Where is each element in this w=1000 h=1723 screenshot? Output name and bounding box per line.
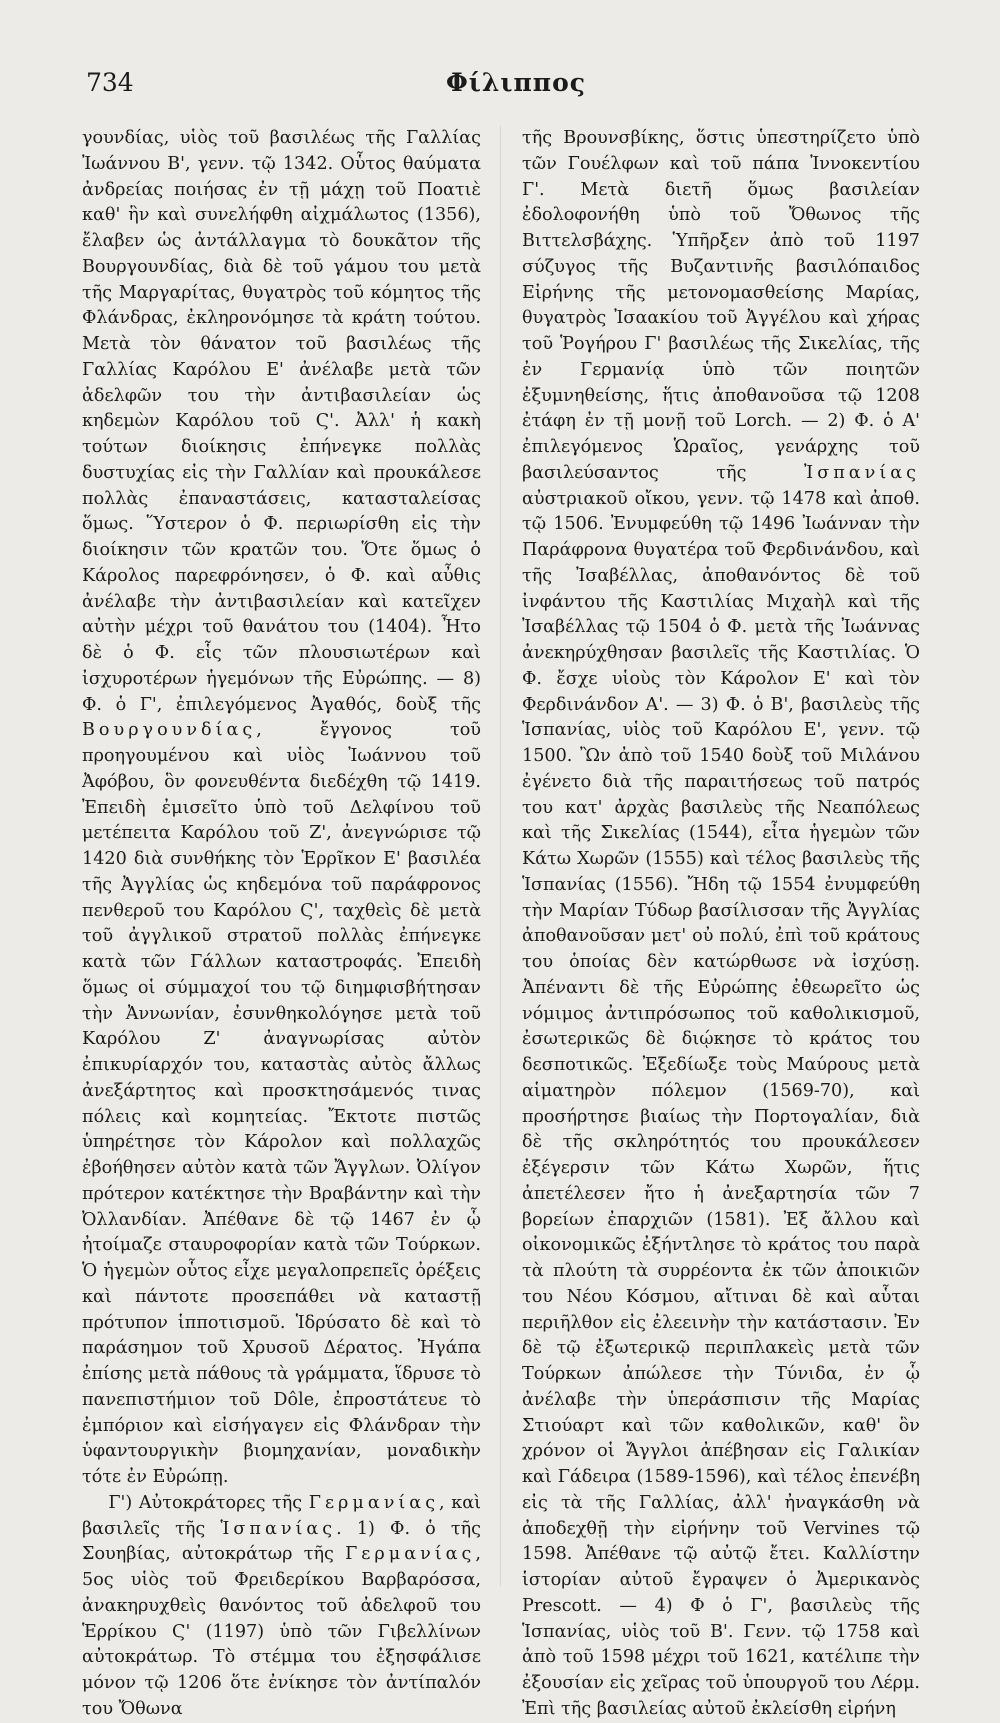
paragraph: τῆς Βρουνσβίκης, ὅστις ὑπεστηρίζετο ὑπὸ τῶν Γουέλφων καὶ τοῦ πάπα Ἰννοκεντίου Γ'. Μετὰ διετῆ ὅμως βασιλείαν ἐδολοφονήθη ὑπὸ τοῦ Ὄθωνος τῆς Βιττελσβάχης. Ὑπῆρξεν ἀπὸ τοῦ 1197 σύζυγος τῆς Βυζαντινῆς βασιλόπαιδος Εἰρήνης τῆς μετονομασθείσης Μαρίας, θυγατρὸς Ἰσαακίου τοῦ Ἀγγέλου καὶ χήρας τοῦ Ῥογήρου Γ' βασιλέως τῆς Σικελίας, τῆς ἐν Γερμανίᾳ ὑπὸ τῶν ποιητῶν ἐξυμνηθείσης, ἥτις ἀποθανοῦσα τῷ 1208 ἐτάφη ἐν τῇ μονῇ τοῦ Lorch. — 2) Φ. ὁ Α' ἐπιλεγόμενος Ὡραῖος, γενάρχης τοῦ βασιλεύσαντος τῆς Ἰσπανίας αὐστριακοῦ οἴκου, γενν. τῷ 1478 καὶ ἀποθ. τῷ 1506. Ἐνυμφεύθη τῷ 1496 Ἰωάνναν τὴν Παράφρονα θυγατέρα τοῦ Φερδινάνδου, καὶ τῆς Ἰσαβέλλας, ἀποθανόντος δὲ τοῦ ἰνφάντου τῆς Καστιλίας Μιχαὴλ καὶ τῆς Ἰσαβέλλας τῷ 1504 ὁ Φ. μετὰ τῆς Ἰωάννας ἀνεκηρύχθησαν βασιλεῖς τῆς Καστιλίας. Ὁ Φ. ἔσχε υἱοὺς τὸν Κάρολον Ε' καὶ τὸν Φερδινάνδον Α'. — 3) Φ. ὁ Β', βασιλεὺς τῆς Ἱσπανίας, υἱὸς τοῦ Καρόλου Ε', γενν. τῷ 1500. Ὢν ἀπὸ τοῦ 1540 δοὺξ τοῦ Μιλάνου ἐγένετο διὰ τῆς παραιτήσεως τοῦ πατρός του κατ' ἀρχὰς βασιλεὺς τῆς Νεαπόλεως καὶ τῆς Σικελίας (1544), εἶτα ἡγεμὼν τῶν Κάτω Χωρῶν (1555) καὶ τέλος βασιλεὺς τῆς Ἱσπανίας (1556). Ἤδη τῷ 1554 ἐνυμφεύθη τὴν Μαρίαν Τύδωρ βασίλισσαν τῆς Ἀγγλίας ἀποθανοῦσαν μετ' οὐ πολύ, ἐπὶ τοῦ κράτους του ὁποίας δὲν κατώρθωσε νὰ ἰσχύσῃ. Ἀπέναντι δὲ τῆς Εὐρώπης ἐθεωρεῖτο ὡς νόμιμος ἀντιπρόσωπος τοῦ καθολικισμοῦ, ἐσωτερικῶς δὲ διῴκησε τὸ κράτος του δεσποτικῶς. Ἐξεδίωξε τοὺς Μαύρους μετὰ αἱματηρὸν πόλεμον (1569-70), καὶ προσήρτησε βιαίως τὴν Πορτογαλίαν, διὰ δὲ τῆς σκληρότητός του προυκάλεσεν ἐξέγερσιν τῶν Κάτω Χωρῶν, ἥτις ἀπετέλεσεν ἤτο ἡ ἀνεξαρτησία τῶν 7 βορείων ἐπαρχιῶν (1581). Ἐξ ἄλλου καὶ οἰκονομικῶς ἐξήντλησε τὸ κράτος του παρὰ τὰ πλούτη τὰ συρρέοντα ἐκ τῶν ἀποικιῶν του Νέου Κόσμου, αἴτιναι δὲ καὶ αὗται περιῆλθον εἰς ἐλεεινὴν τὴν κατάστασιν. Ἐν δὲ τῷ ἐξωτερικῷ περιπλακεὶς μετὰ τῶν Τούρκων ἀπώλεσε τὴν Τύνιδα, ἐν ᾧ ἀνέλαβε τὴν ὑπεράσπισιν τῆς Μαρίας Στιούαρτ καὶ τῶν καθολικῶν, καθ' ὃν χρόνον οἱ Ἄγγλοι ἀπέβησαν εἰς Γαλικίαν καὶ Γάδειρα (1589-1596), καὶ τέλος ἐπενέβη εἰς τὰ τῆς Γαλλίας, ἀλλ' ἠναγκάσθη νὰ ἀποδεχθῇ τὴν εἰρήνην τοῦ Vervines τῷ 1598. Ἀπέθανε τῷ αὐτῷ ἔτει. Καλλίστην ἱστορίαν αὐτοῦ ἔγραψεν ὁ Ἀμερικανὸς Prescott. — 4) Φ ὁ Γ', βασιλεὺς τῆς Ἱσπανίας, υἱὸς τοῦ Β'. Γενν. τῷ 1758 καὶ ἀπὸ τοῦ 1598 μέχρι τοῦ 1621, κατέλιπε τὴν ἐξουσίαν εἰς χεῖρας τοῦ ὑπουργοῦ του Λέρμ. Ἐπὶ τῆς βασιλείας αὐτοῦ ἐκλείσθη εἰρήνη xyxy=(522,128,920,1719)
page-number: 734 xyxy=(86,68,134,97)
paragraph: γουνδίας, υἱὸς τοῦ βασιλέως τῆς Γαλλίας Ἰωάννου Β', γενν. τῷ 1342. Οὗτος θαύματα ἀνδρείας ποιήσας ἐν τῇ μάχῃ τοῦ Ποατιὲ καθ' ἣν καὶ συνελήφθη αἰχμάλωτος (1356), ἔλαβεν ὡς ἀντάλλαγμα τὸ δουκᾶτον τῆς Βουργουνδίας, διὰ δὲ τοῦ γάμου του μετὰ τῆς Μαργαρίτας, θυγατρὸς τοῦ κόμητος τῆς Φλάνδρας, ἐκληρονόμησε τὰ κράτη τούτου. Μετὰ τὸν θάνατον τοῦ βασιλέως τῆς Γαλλίας Καρόλου Ε' ἀνέλαβε μετὰ τῶν ἀδελφῶν του τὴν ἀντιβασιλείαν ὡς κηδεμὼν Καρόλου τοῦ Ϛ'. Ἀλλ' ἡ κακὴ τούτων διοίκησις ἐπήνεγκε πολλὰς δυστυχίας εἰς τὴν Γαλλίαν καὶ προυκάλεσε πολλὰς ἐπαναστάσεις, κατασταλείσας ὅμως. Ὕστερον ὁ Φ. περιωρίσθη εἰς τὴν διοίκησιν τῶν κρατῶν του. Ὅτε ὅμως ὁ Κάρολος παρεφρόνησεν, ὁ Φ. καὶ αὖθις ἀνέλαβε τὴν ἀντιβασιλείαν καὶ κατεῖχεν αὐτὴν μέχρι τοῦ θανάτου του (1404). Ἦτο δὲ ὁ Φ. εἷς τῶν πλουσιωτέρων καὶ ἰσχυροτέρων ἡγεμόνων τῆς Εὐρώπης. — 8) Φ. ὁ Γ', ἐπιλεγόμενος Ἀγαθός, δοὺξ τῆς Βουργουνδίας, ἔγγονος τοῦ προηγουμένου καὶ υἱὸς Ἰωάννου τοῦ Ἀφόβου, ὃν φονευθέντα διεδέχθη τῷ 1419. Ἐπειδὴ ἐμισεῖτο ὑπὸ τοῦ Δελφίνου τοῦ μετέπειτα Καρόλου τοῦ Ζ', ἀνεγνώρισε τῷ 1420 διὰ συνθήκης τὸν Ἑρρῖκον Ε' βασιλέα τῆς Ἀγγλίας ὡς κηδεμόνα τοῦ παράφρονος πενθεροῦ του Καρόλου Ϛ', ταχθεὶς δὲ μετὰ τοῦ ἀγγλικοῦ στρατοῦ πολλὰς ἐπήνεγκε κατὰ τῶν Γάλλων καταστροφάς. Ἐπειδὴ ὅμως οἱ σύμμαχοί του τῷ διημφισβήτησαν τὴν Ἀννωνίαν, ἐσυνθηκολόγησε μετὰ τοῦ Καρόλου Ζ' ἀναγνωρίσας αὐτὸν ἐπικυρίαρχόν του, καταστὰς αὐτὸς ἄλλως ἀνεξάρτητος καὶ προσκτησάμενός τινας πόλεις καὶ κομητείας. Ἔκτοτε πιστῶς ὑπηρέτησε τὸν Κάρολον καὶ πολλαχῶς ἐβοήθησεν αὐτὸν κατὰ τῶν Ἄγγλων. Ὀλίγον πρότερον κατέκτησε τὴν Βραβάντην καὶ τὴν Ὀλλανδίαν. Ἀπέθανε δὲ τῷ 1467 ἐν ᾧ ἠτοίμαζε σταυροφορίαν κατὰ τῶν Τούρκων. Ὁ ἡγεμὼν οὗτος εἶχε μεγαλοπρεπεῖς ὀρέξεις καὶ πάντοτε προσεπάθει νὰ καταστῇ πρότυπον ἱπποτισμοῦ. Ἱδρύσατο δὲ καὶ τὸ παράσημον τοῦ Χρυσοῦ Δέρατος. Ἠγάπα ἐπίσης μετὰ πάθους τὰ γράμματα, ἵδρυσε τὸ πανεπιστήμιον τοῦ Dôle, ἐπροστάτευε τὸ ἐμπόριον καὶ εἰσήγαγεν εἰς Φλάνδραν τὴν ὑφαντουργικὴν βιομηχανίαν, μοναδικὴν τότε ἐν Εὐρώπῃ. xyxy=(82,128,481,1487)
left-column xyxy=(82,126,482,1719)
paragraph: Γ') Αὐτοκράτορες τῆς Γερμανίας, καὶ βασιλεῖς τῆς Ἱσπανίας. 1) Φ. ὁ τῆς Σουηβίας, αὐτοκράτωρ τῆς Γερμανίας, 5ος υἱὸς τοῦ Φρειδερίκου Βαρβαρόσσα, ἀνακηρυχθεὶς θανόντος τοῦ ἀδελφοῦ του Ἑρρίκου Ϛ' (1197) ὑπὸ τῶν Γιβελλίνων αὐτοκράτωρ. Τὸ στέμμα του ἐξησφάλισε μόνον τῷ 1206 ὅτε ἐνίκησε τὸν ἀντίπαλόν του Ὄθωνα xyxy=(82,1492,482,1719)
running-title: Φίλιππος xyxy=(446,68,586,97)
column-divider xyxy=(500,126,501,1586)
page-header xyxy=(86,68,914,108)
right-column xyxy=(522,126,920,1719)
